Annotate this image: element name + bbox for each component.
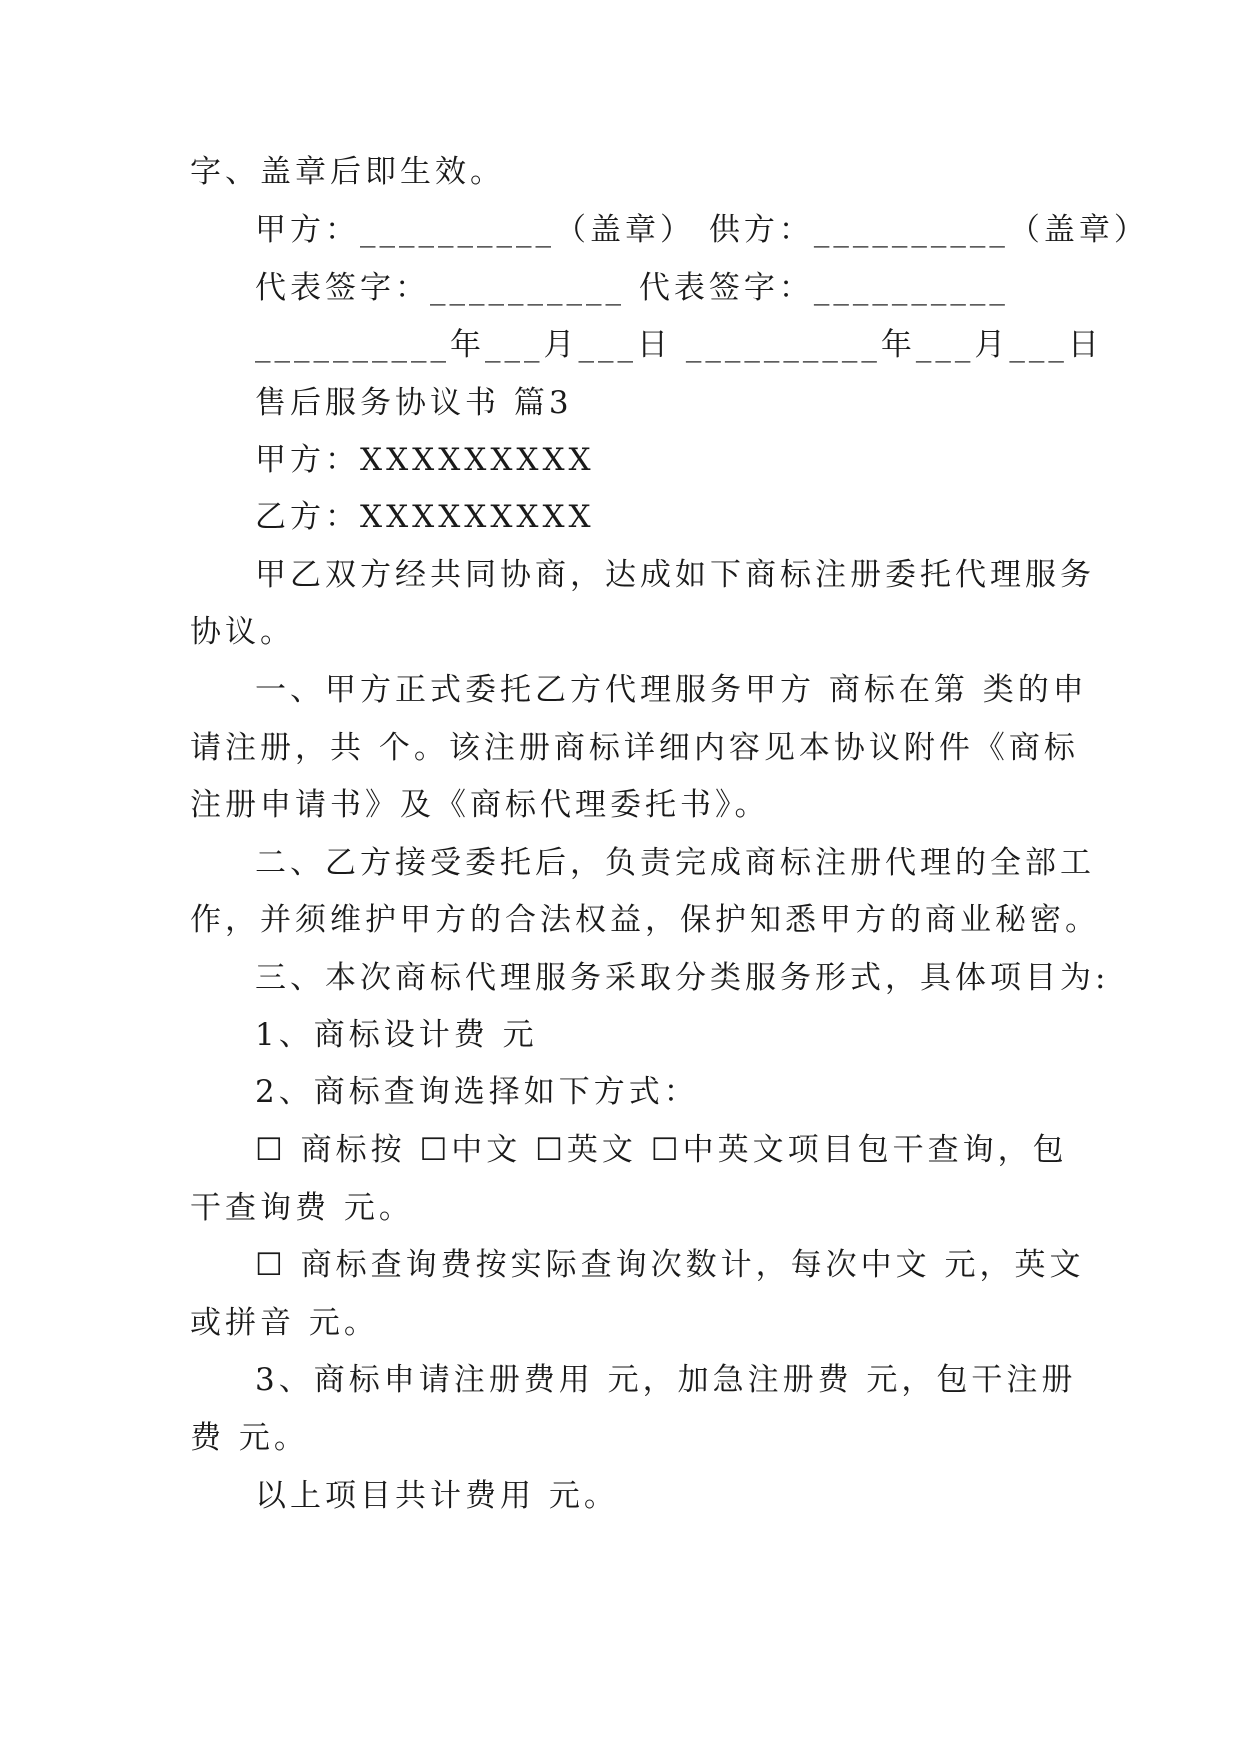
text-line: __________年___月___日 __________年___月___日 [255, 327, 1103, 363]
text-line: 三、本次商标代理服务采取分类服务形式，具体项目为: [255, 960, 1110, 996]
text-line: 协议。 [190, 614, 295, 650]
text-line: 乙方：XXXXXXXXX [255, 499, 595, 535]
text-line: 甲乙双方经共同协商，达成如下商标注册委托代理服务 [255, 557, 1095, 593]
text-line: 干查询费 元。 [190, 1190, 414, 1226]
text-line: 费 元。 [190, 1420, 309, 1456]
text-line: 一、甲方正式委托乙方代理服务甲方 商标在第 类的申 [255, 672, 1088, 708]
text-line: 甲方：XXXXXXXXX [255, 442, 595, 478]
text-line: 或拼音 元。 [190, 1305, 379, 1341]
text-line: 3、商标申请注册费用 元，加急注册费 元，包干注册 [255, 1362, 1077, 1398]
text-line: 2、商标查询选择如下方式： [255, 1074, 699, 1110]
text-line: 请注册，共 个。该注册商标详细内容见本协议附件《商标 [190, 730, 1079, 766]
text-line: 以上项目共计费用 元。 [255, 1478, 619, 1514]
text-line: 售后服务协议书 篇3 [255, 385, 573, 421]
text-line: ☐ 商标按 ☐中文 ☐英文 ☐中英文项目包干查询，包 [255, 1132, 1068, 1168]
text-line: 作，并须维护甲方的合法权益，保护知悉甲方的商业秘密。 [190, 902, 1100, 938]
text-line: 1、商标设计费 元 [255, 1017, 538, 1053]
text-line: ☐ 商标查询费按实际查询次数计，每次中文 元，英文 [255, 1247, 1085, 1283]
text-line: 注册申请书》及《商标代理委托书》。 [190, 787, 770, 823]
text-line: 甲方：__________（盖章） 供方：__________（盖章） [255, 212, 1149, 248]
text-line: 二、乙方接受委托后，负责完成商标注册代理的全部工 [255, 845, 1095, 881]
text-line: 字、盖章后即生效。 [190, 154, 505, 190]
text-line: 代表签字：__________ 代表签字：__________ [255, 270, 1009, 306]
